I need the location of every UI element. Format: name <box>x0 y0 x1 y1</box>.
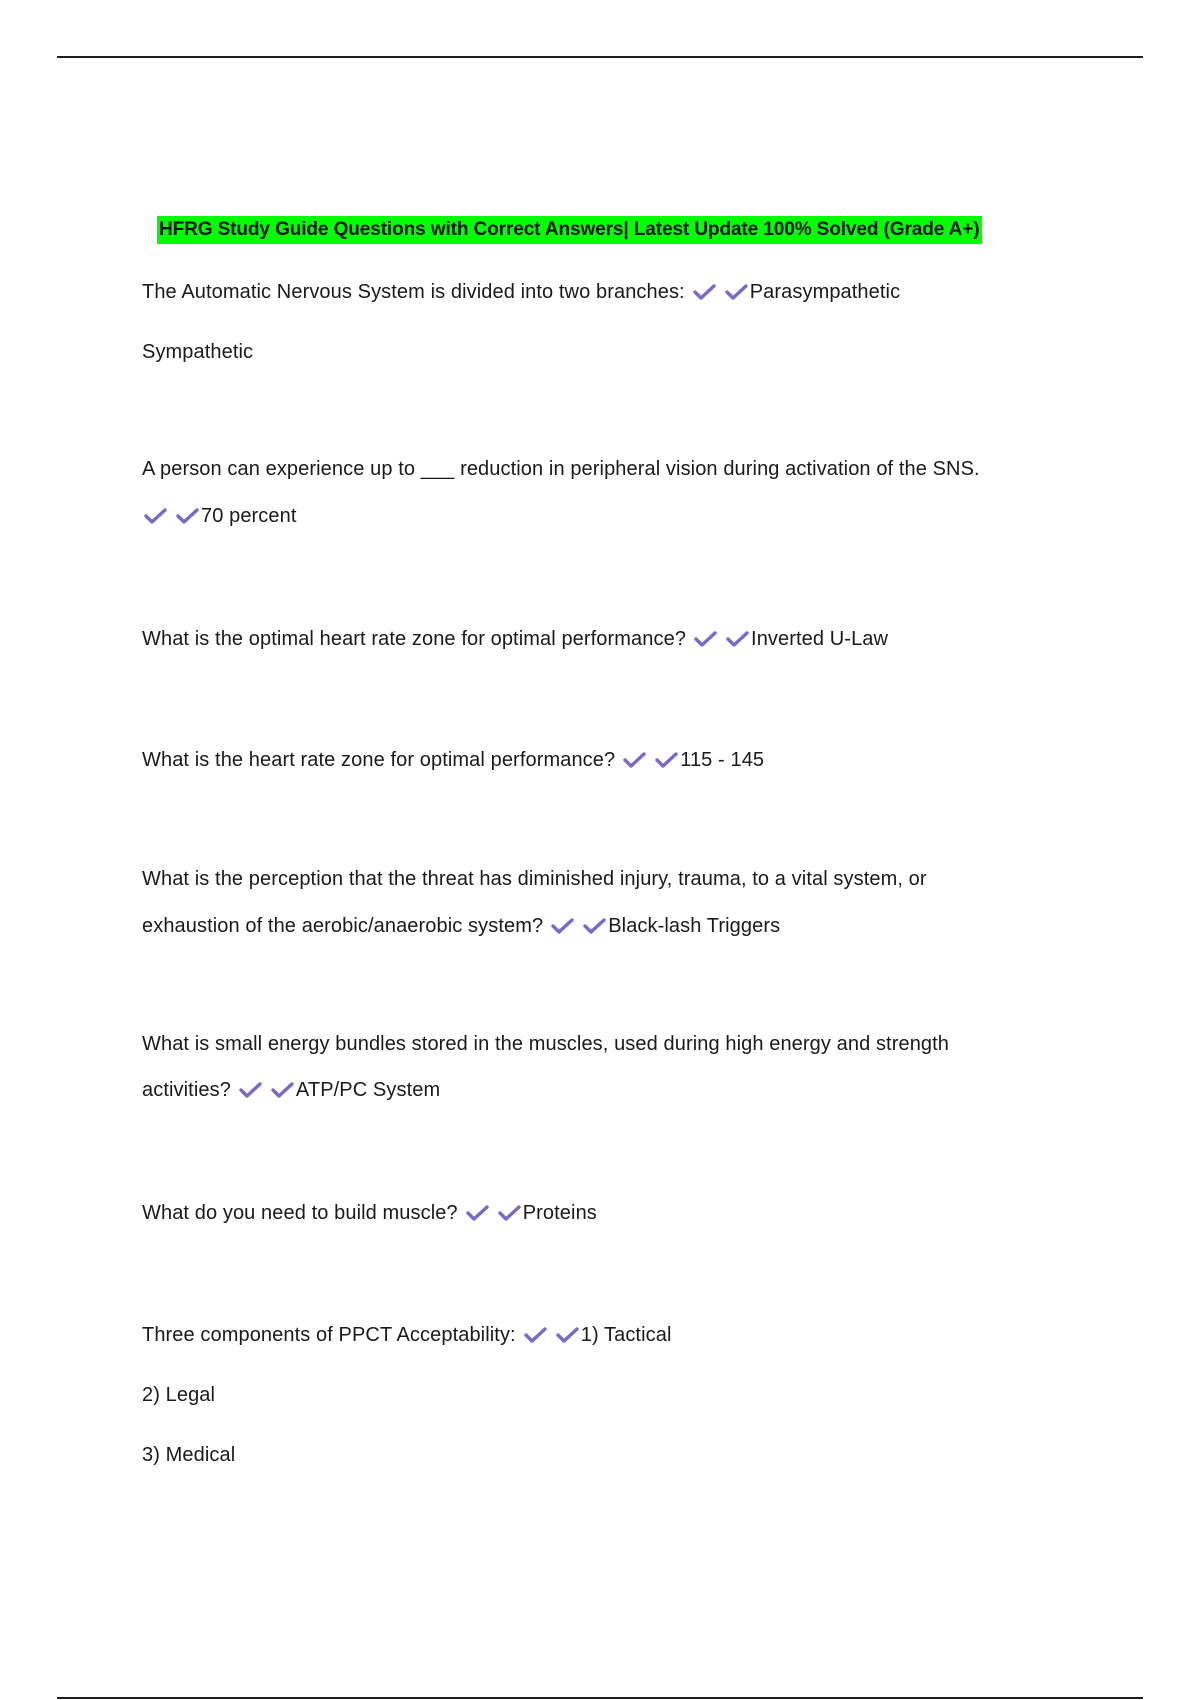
double-check-icon <box>239 1077 296 1103</box>
qa-item-5 <box>142 866 927 892</box>
qa-item-1 <box>142 279 900 305</box>
qa-item-7 <box>142 1200 597 1226</box>
qa-item-4 <box>142 747 764 773</box>
qa-answer-line-6 <box>142 1077 440 1103</box>
answer-text: 1) Tactical <box>580 1324 672 1346</box>
question-text: The Automatic Nervous System is divided into two branches: <box>142 281 685 303</box>
question-text: Three components of PPCT Acceptability: <box>142 1324 516 1346</box>
qa-item-3 <box>142 626 888 652</box>
title-highlight <box>157 216 982 244</box>
double-check-icon <box>693 279 750 305</box>
qa-item-2 <box>142 456 980 482</box>
question-text: What is the heart rate zone for optimal performance? <box>142 749 616 771</box>
answer-extra-line: 3) Medical <box>142 1444 236 1466</box>
double-check-icon <box>694 626 751 652</box>
question-text: What is the optimal heart rate zone for optimal performance? <box>142 628 687 650</box>
qa-answer-line-5 <box>142 913 780 939</box>
question-text: activities? <box>142 1079 231 1101</box>
answer-text: 70 percent <box>201 505 297 527</box>
question-text: What is the perception that the threat has diminished injury, trauma, to a vital system, or <box>142 868 927 890</box>
question-text: What is small energy bundles stored in the muscles, used during high energy and strength <box>142 1033 950 1055</box>
answer-text: Parasympathetic <box>749 281 901 303</box>
answer-text: 115 - 145 <box>680 749 765 771</box>
double-check-icon <box>466 1200 523 1226</box>
question-text: A person can experience up to ___ reduction in peripheral vision during activation of the SNS. <box>142 458 980 480</box>
double-check-icon <box>623 747 680 773</box>
answer-text: Proteins <box>522 1202 597 1224</box>
bottom-rule <box>57 1697 1143 1699</box>
document-title: HFRG Study Guide Questions with Correct Answers| Latest Update 100% Solved (Grade A+) <box>157 216 982 244</box>
qa-answer-line-2 <box>142 503 297 529</box>
qa-item-6 <box>142 1031 949 1057</box>
answer-text: ATP/PC System <box>295 1079 441 1101</box>
answer-text: Inverted U-Law <box>751 628 889 650</box>
double-check-icon <box>551 913 608 939</box>
qa-item-8 <box>142 1322 672 1348</box>
question-text: exhaustion of the aerobic/anaerobic system? <box>142 915 544 937</box>
question-text: What do you need to build muscle? <box>142 1202 458 1224</box>
double-check-icon <box>524 1322 581 1348</box>
answer-extra-line: Sympathetic <box>142 341 254 363</box>
top-rule <box>57 56 1143 58</box>
double-check-icon <box>144 503 201 529</box>
answer-extra-line: 2) Legal <box>142 1384 216 1406</box>
answer-text: Black-lash Triggers <box>608 915 781 937</box>
